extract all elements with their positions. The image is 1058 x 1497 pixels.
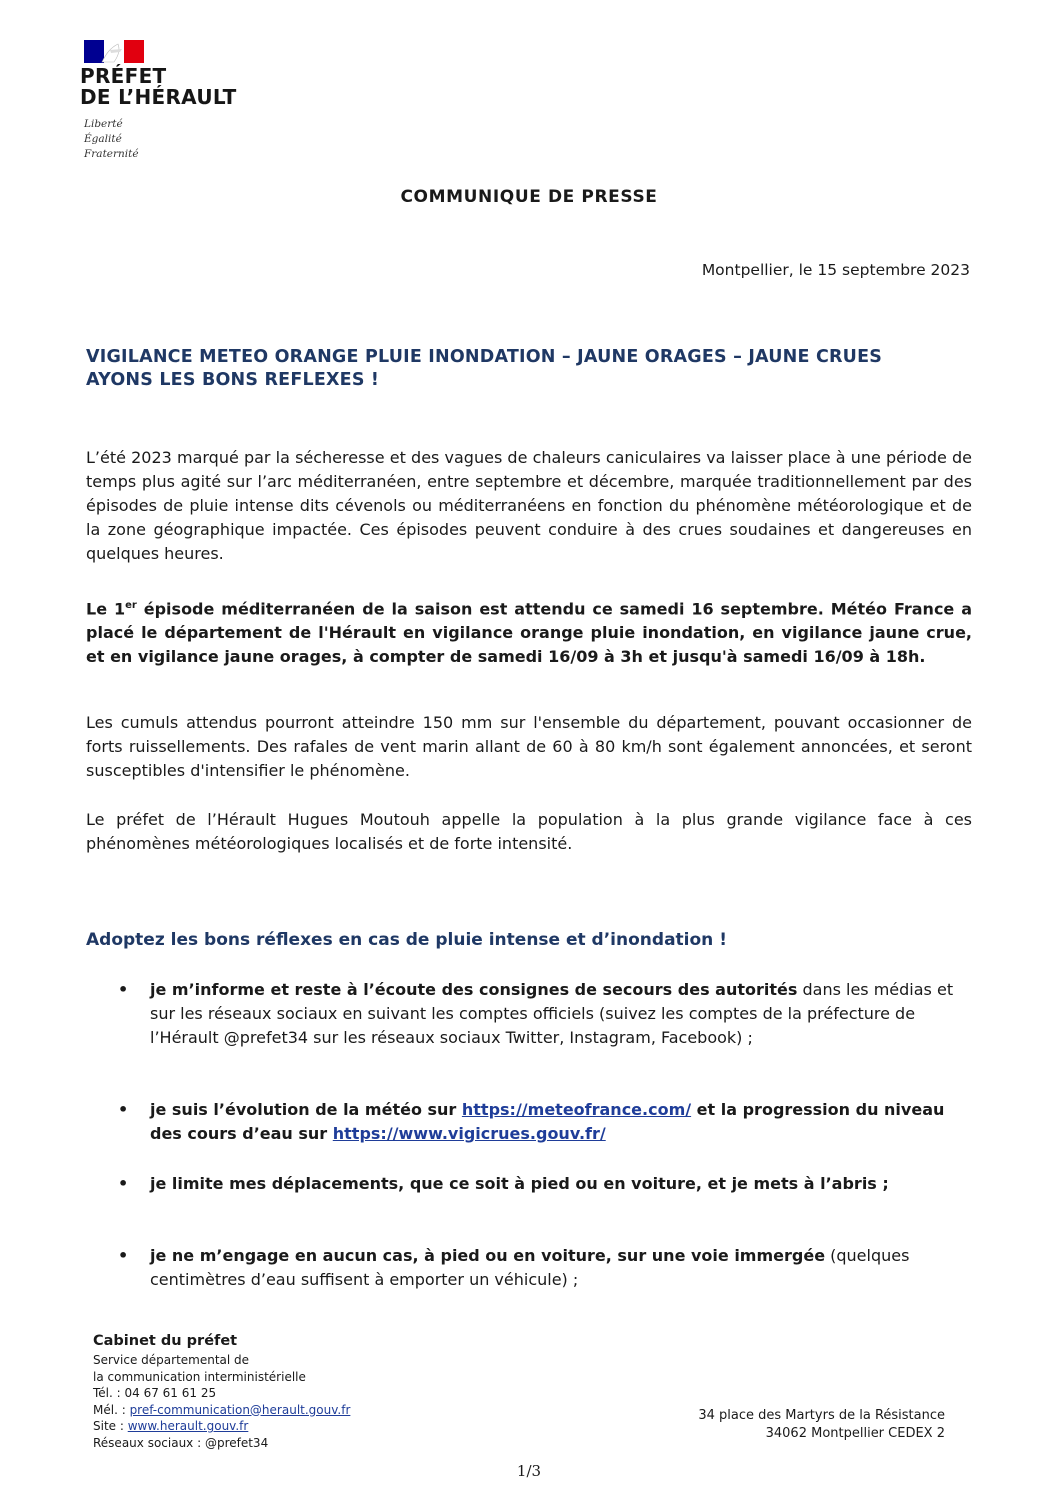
marianne-logo: [84, 40, 144, 63]
bullet-icon: •: [118, 980, 129, 999]
paragraph-intro: L’été 2023 marqué par la sécheresse et des vagues de chaleurs caniculaires va laisser place à une période de temps plus agité sur l’arc méditerranéen, entre septembre et décembre, marquée traditionnellement par des épisodes de pluie intense dits cévenols ou méditerranéens en fonction du phénomène météorologique et de la zone géographique impactée. Ces épisodes peuvent conduire à des crues soudaines et dangereuses en quelques heures.: [86, 448, 972, 563]
website-line: [93, 1418, 350, 1435]
list-item-rest: (quelques centimètres d’eau suffisent à emporter un véhicule) ;: [150, 1246, 910, 1289]
list-item-part2: et la progression du niveau des cours d’eau sur: [150, 1100, 945, 1143]
prefecture-name-line2: DE L’HÉRAULT: [80, 85, 237, 109]
paragraph-forecast: Les cumuls attendus pourront atteindre 150 mm sur l'ensemble du département, pouvant occasionner de forts ruissellements. Des rafales de vent marin allant de 60 à 80 km/h sont également annoncées, et seront susceptibles d'intensifier le phénomène.: [86, 713, 972, 780]
email-line: [93, 1402, 350, 1419]
meteofrance-link[interactable]: https://meteofrance.com/: [461, 1100, 692, 1119]
service-line2: la communication interministérielle: [93, 1369, 306, 1384]
motto-liberte: Liberté: [84, 118, 123, 130]
list-item-rest: dans les médias et sur les réseaux sociaux en suivant les comptes officiels (suivez les comptes de la préfecture de l’Hérault @prefet34 sur les réseaux sociaux Twitter, Instagram, Facebook) ;: [150, 980, 954, 1047]
postal-address: [698, 1407, 945, 1443]
list-item-text: je limite mes déplacements, que ce soit à pied ou en voiture, et je mets à l’abris ;: [150, 1174, 889, 1193]
bullet-icon: •: [118, 1100, 129, 1119]
list-item-emphasis: je m’informe et reste à l’écoute des consignes de secours des autorités: [150, 980, 798, 999]
website-label: Site :: [93, 1419, 128, 1433]
document-date: Montpellier, le 15 septembre 2023: [701, 261, 970, 279]
contact-block: [93, 1330, 350, 1451]
email-label: Mél. :: [93, 1402, 130, 1417]
republic-motto: [84, 117, 139, 162]
ordinal-suffix: er: [125, 600, 137, 611]
website-link[interactable]: www.herault.gouv.fr: [127, 1419, 249, 1433]
bullet-icon: •: [118, 1174, 129, 1193]
document-title: COMMUNIQUE DE PRESSE: [400, 187, 658, 207]
prefecture-name-line1: PRÉFET: [80, 64, 167, 88]
motto-fraternite: Fraternité: [84, 148, 139, 160]
headline-line1: VIGILANCE METEO ORANGE PLUIE INONDATION – JAUNE ORAGES – JAUNE CRUES: [86, 347, 883, 367]
reflexes-heading: Adoptez les bons réflexes en cas de pluie intense et d’inondation !: [86, 930, 727, 950]
list-item-text: [150, 1244, 960, 1292]
social-accounts: Réseaux sociaux : @prefet34: [93, 1435, 269, 1450]
headline-line2: AYONS LES BONS REFLEXES !: [86, 370, 380, 390]
vigicrues-link[interactable]: https://www.vigicrues.gouv.fr/: [332, 1124, 606, 1143]
list-item-text: [150, 978, 960, 1050]
motto-egalite: Égalité: [84, 133, 122, 145]
address-line2: 34062 Montpellier CEDEX 2: [765, 1426, 945, 1441]
cabinet-title: Cabinet du préfet: [93, 1333, 238, 1349]
address-line1: 34 place des Martyrs de la Résistance: [698, 1408, 945, 1423]
paragraph-alert-start: Le 1: [86, 599, 126, 619]
phone-number: Tél. : 04 67 61 61 25: [93, 1386, 217, 1400]
paragraph-alert-rest: épisode méditerranéen de la saison est attendu ce samedi 16 septembre. Météo France a placé le département de l'Hérault en vigilance orange pluie inondation, en vigilance jaune crue, et en vigilance jaune orages, à compter de samedi 16/09 à 3h et jusqu'à samedi 16/09 à 18h.: [86, 599, 973, 667]
headline: [86, 346, 986, 392]
paragraph-prefect-call: Le préfet de l’Hérault Hugues Moutouh appelle la population à la plus grande vigilance face à ces phénomènes météorologiques localisés et de forte intensité.: [86, 810, 972, 853]
list-item-emphasis: je ne m’engage en aucun cas, à pied ou en voiture, sur une voie immergée: [150, 1246, 826, 1265]
prefecture-name: [80, 66, 237, 108]
bullet-icon: •: [118, 1246, 129, 1265]
list-item-text: [150, 1098, 960, 1146]
service-line1: Service départemental de: [93, 1353, 250, 1367]
email-link[interactable]: pref-communication@herault.gouv.fr: [129, 1402, 351, 1417]
list-item-part1: je suis l’évolution de la météo sur: [150, 1100, 462, 1119]
paragraph-alert: [86, 594, 972, 669]
page-number: 1/3: [516, 1462, 542, 1480]
